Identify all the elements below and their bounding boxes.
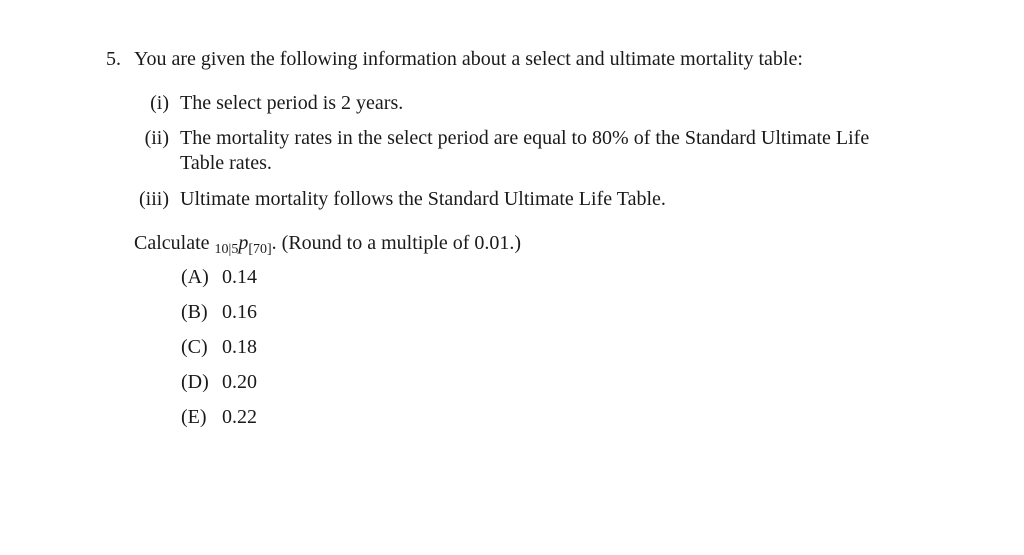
notation-p: p bbox=[238, 232, 249, 254]
calculate-prefix: Calculate bbox=[134, 232, 210, 254]
option-value-a: 0.14 bbox=[222, 266, 257, 288]
notation-age: [70] bbox=[248, 242, 272, 257]
option-label-a: (A) bbox=[181, 266, 209, 288]
item-label-iii: (iii) bbox=[139, 188, 169, 210]
question-prompt: You are given the following information about a select and ultimate mortality table: bbox=[134, 48, 803, 70]
option-value-b: 0.16 bbox=[222, 301, 257, 323]
item-text-i: The select period is 2 years. bbox=[180, 92, 404, 114]
item-label-i: (i) bbox=[150, 92, 169, 114]
option-label-e: (E) bbox=[181, 406, 207, 428]
question-number: 5. bbox=[106, 48, 121, 70]
option-value-e: 0.22 bbox=[222, 406, 257, 428]
item-text-ii-line1: The mortality rates in the select period are equal to 80% of the Standard Ultimate Life bbox=[180, 127, 870, 149]
notation-subscript: 10|5 bbox=[214, 242, 239, 257]
calculate-instruction bbox=[134, 231, 521, 258]
option-label-b: (B) bbox=[181, 301, 208, 323]
calculate-suffix: (Round to a multiple of 0.01.) bbox=[281, 232, 522, 254]
option-label-c: (C) bbox=[181, 336, 208, 358]
option-label-d: (D) bbox=[181, 371, 209, 393]
item-text-ii-line2: Table rates. bbox=[180, 152, 272, 174]
actuarial-notation bbox=[215, 231, 277, 258]
item-label-ii: (ii) bbox=[144, 127, 169, 149]
item-text-iii: Ultimate mortality follows the Standard Ultimate Life Table. bbox=[180, 188, 666, 210]
option-value-c: 0.18 bbox=[222, 336, 257, 358]
option-value-d: 0.20 bbox=[222, 371, 257, 393]
notation-end: . bbox=[271, 232, 277, 254]
